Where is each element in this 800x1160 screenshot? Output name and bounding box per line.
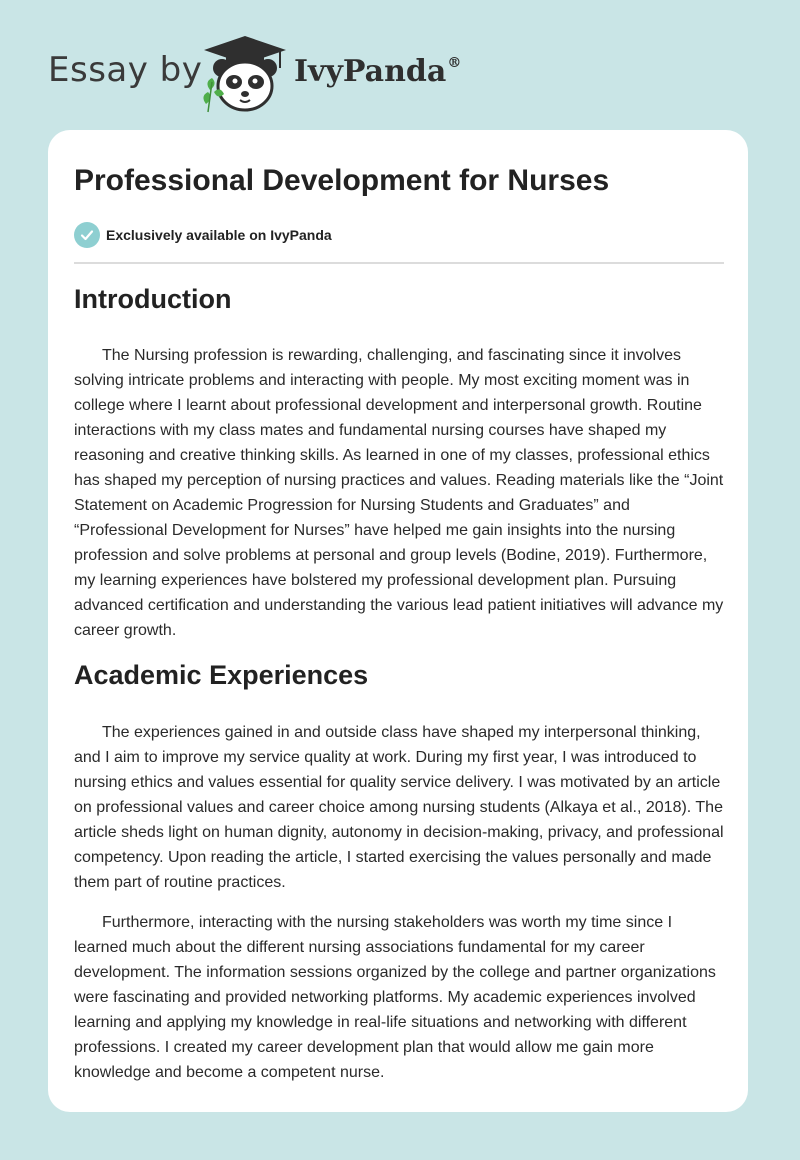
paragraph: The experiences gained in and outside class have shaped my interpersonal thinking, and I aim to improve my service quality at work. During my first year, I was introduced to nursing ethics and values essential for quality service delivery. I was motivated by an article on professional values and career choice among nursing students (Alkaya et al., 2018). The article sheds light on human dignity, autonomy in decision-making, privacy, and professional competency. Upon reading the article, I started exercising the values personally and made them part of routine practices. [74,724,724,891]
paragraph: Furthermore, interacting with the nursing stakeholders was worth my time since I learned much about the different nursing associations fundamental for my career development. The information sessions organized by the college and partner organizations were fascinating and provided networking platforms. My academic experiences involved learning and applying my knowledge in real-life situations and networking with different professions. I created my career development plan that would allow me gain more knowledge and become a competent nurse. [74,914,716,1081]
ivypanda-logo-icon [200,34,290,114]
brand-text: IvyPanda [294,54,447,89]
brand-name [294,54,461,89]
check-icon [74,222,100,248]
essay-by-label: Essay by [48,50,203,90]
essay-card [48,130,748,1112]
section-heading-introduction: Introduction [74,284,232,314]
exclusive-badge-text: Exclusively available on IvyPanda [106,227,332,243]
page-title: Professional Development for Nurses [74,164,610,197]
site-header [48,30,748,110]
divider [74,262,724,264]
registered-mark: ® [447,55,462,71]
exclusive-badge [74,222,332,248]
paragraph: The Nursing profession is rewarding, challenging, and fascinating since it involves solving intricate problems and interacting with people. My most exciting moment was in college where I learnt about professional development and interpersonal growth. Routine interactions with my class mates and fundamental nursing courses have shaped my reasoning and creative thinking skills. As learned in one of my classes, professional ethics has shaped my perception of nursing practices and values. Reading materials like the “Joint Statement on Academic Progression for Nursing Students and Graduates” and “Professional Development for Nurses” have helped me gain insights into the nursing profession and solve problems at personal and group levels (Bodine, 2019). Furthermore, my learning experiences have bolstered my professional development plan. Pursuing advanced certification and understanding the various lead patient initiatives will advance my career growth. [74,347,724,639]
section-heading-academic-experiences: Academic Experiences [74,660,369,690]
